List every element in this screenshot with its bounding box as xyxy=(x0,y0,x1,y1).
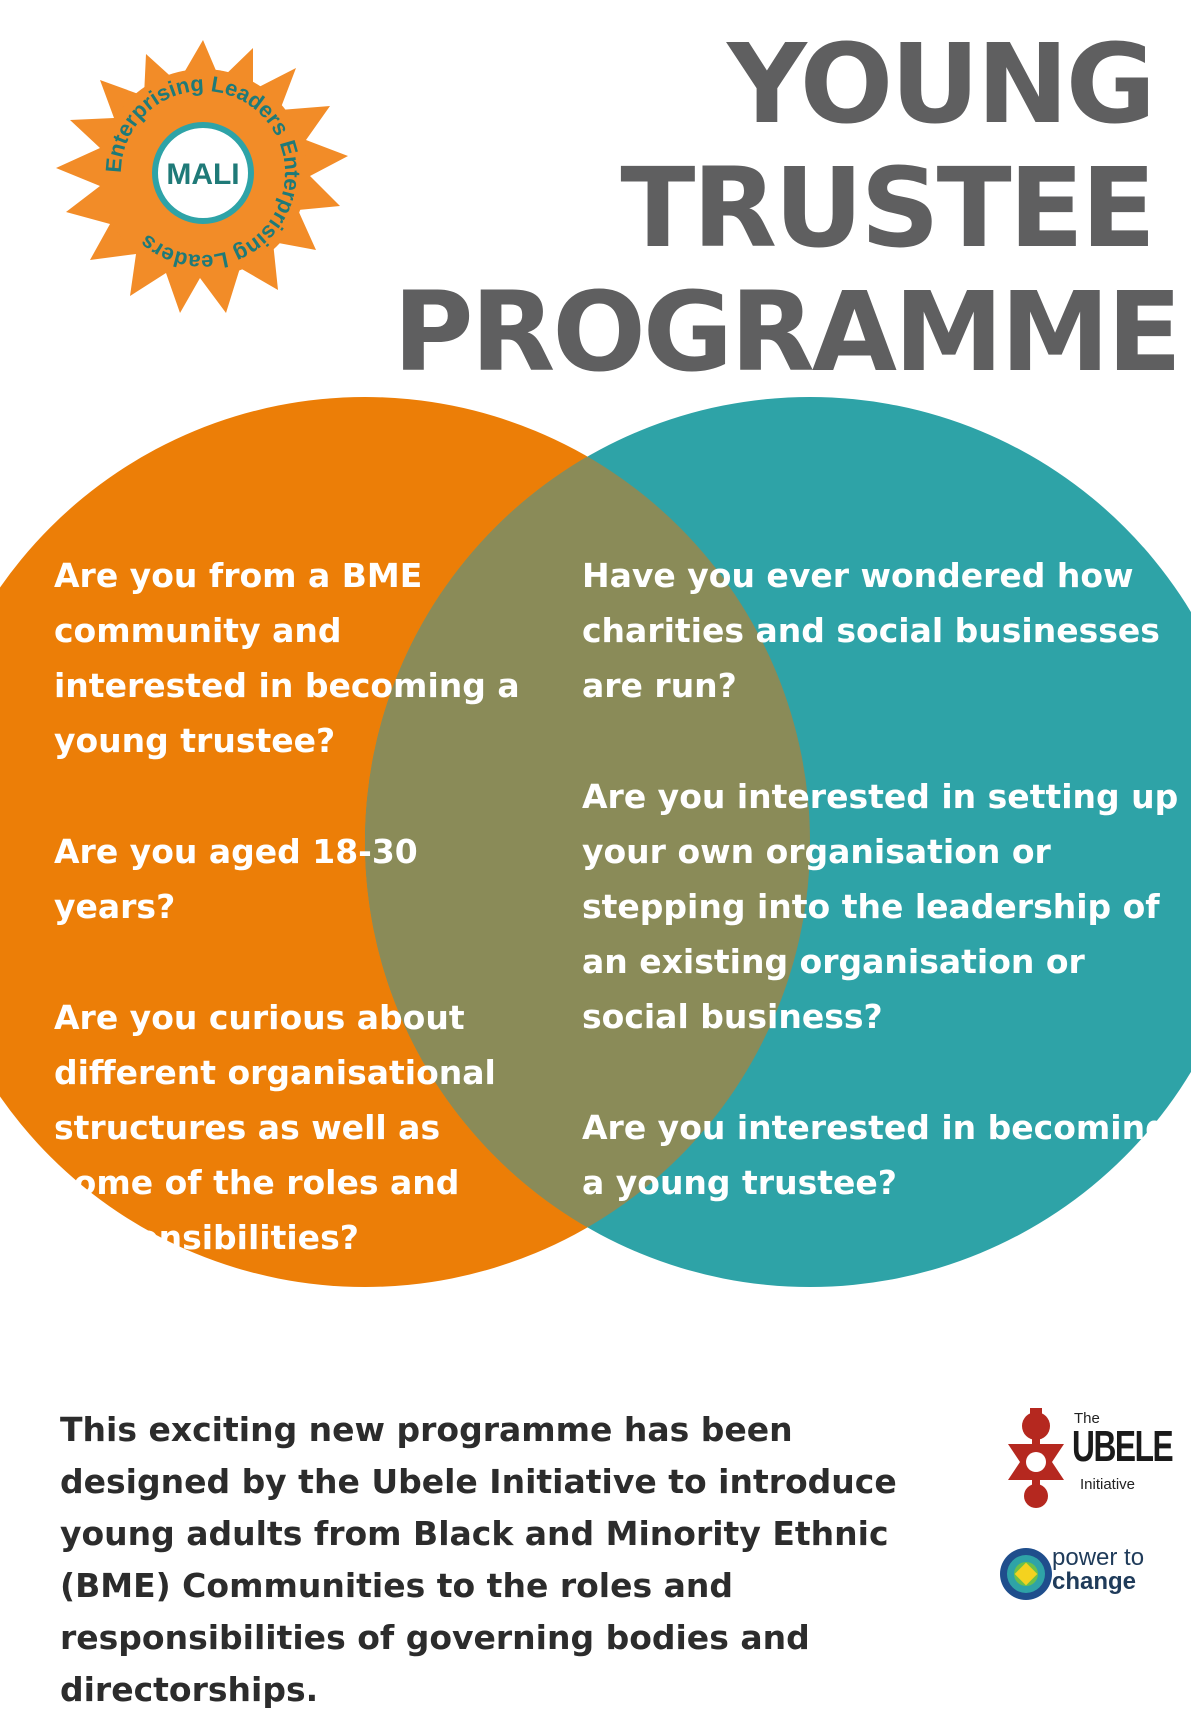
ptc-line-2: change xyxy=(1052,1568,1137,1595)
ubele-initiative-label: Initiative xyxy=(1080,1476,1136,1493)
left-question-1: Are you from a BME community and interested in becoming a young trustee? xyxy=(54,556,520,760)
power-to-change-icon xyxy=(998,1546,1054,1602)
right-question-2: Are you interested in setting up your own organisation or stepping into the leadership of an existing organisation or social business? xyxy=(582,777,1179,1036)
ptc-line-1: power to xyxy=(1052,1544,1145,1571)
right-question-3: Are you interested in becoming a young trustee? xyxy=(582,1108,1169,1202)
left-question-2: Are you aged 18-30 years? xyxy=(54,832,418,926)
title-line-1: YOUNG xyxy=(727,20,1153,148)
page-title xyxy=(393,20,1180,396)
right-question-1: Have you ever wondered how charities and social businesses are run? xyxy=(582,556,1160,705)
svg-text:MALI: MALI xyxy=(166,158,240,191)
ubele-name-label: UBELE xyxy=(1072,1422,1173,1471)
mali-logo xyxy=(48,28,358,318)
footer-description: This exciting new programme has been designed by the Ubele Initiative to introduce young adults from Black and Minority Ethnic (BME) Communities to the roles and responsibilities of governing bodies and directorships. xyxy=(60,1410,897,1709)
left-questions xyxy=(54,548,524,1265)
power-to-change-logo xyxy=(1052,1546,1144,1594)
right-questions xyxy=(582,548,1182,1210)
title-line-2: TRUSTEE xyxy=(620,144,1153,272)
title-line-3: PROGRAMME xyxy=(393,268,1180,396)
svg-text:Enterprising Leaders Enterpris: Enterprising Leaders Enterprising Leaders xyxy=(100,70,306,276)
ubele-the-label: The xyxy=(1074,1410,1100,1427)
left-question-3: Are you curious about different organisational structures as well as some of the roles and responsibilities? xyxy=(54,998,496,1257)
